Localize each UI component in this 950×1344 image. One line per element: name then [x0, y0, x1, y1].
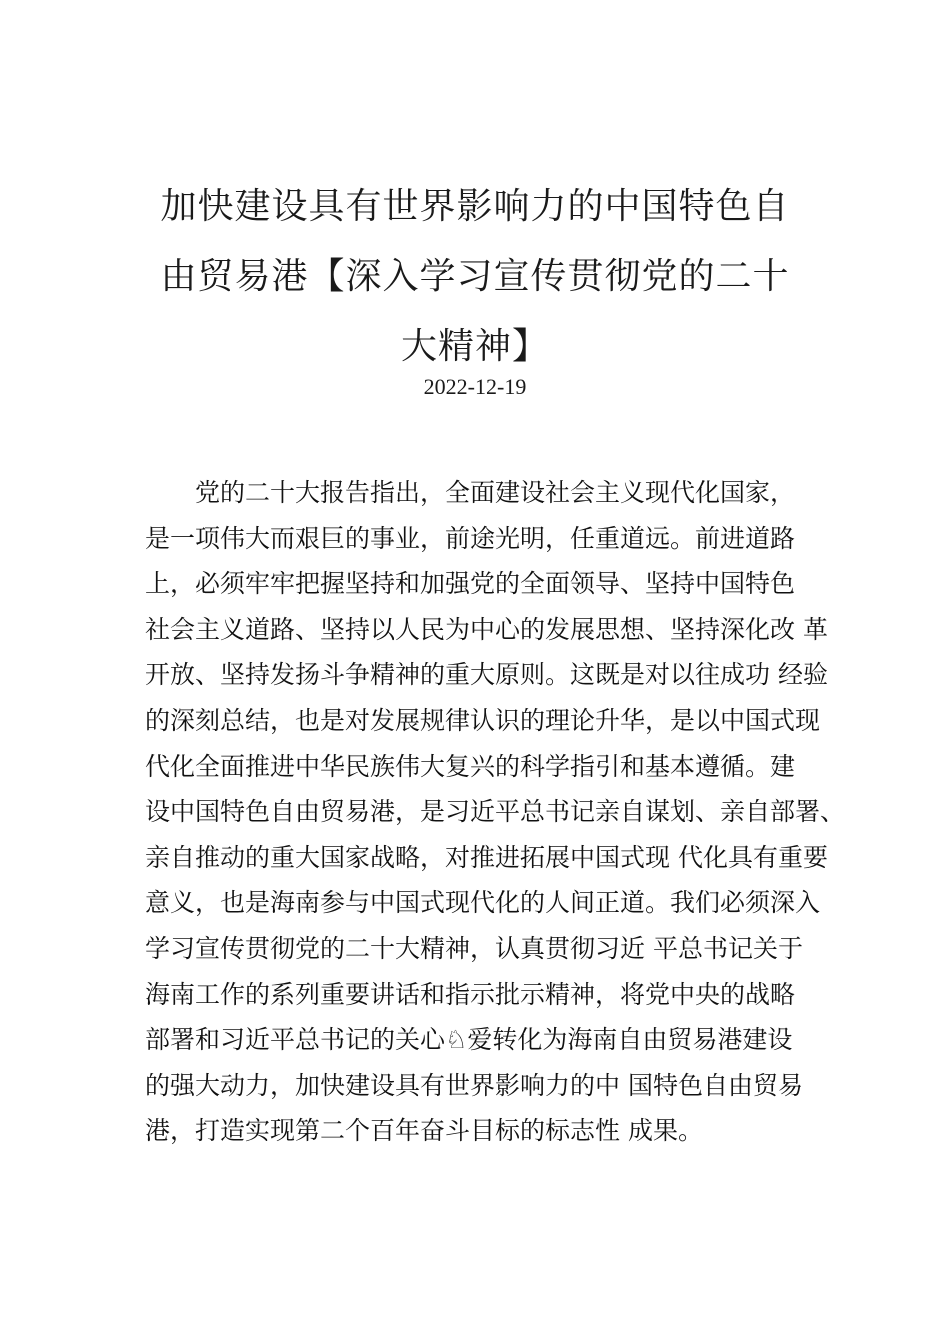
body-line: 上，必须牢牢把握坚持和加强党的全面领导、坚持中国特色: [145, 569, 796, 599]
body-line: 港，打造实现第二个百年奋斗目标的标志性 成果。: [145, 1116, 703, 1146]
body-line: 部署和习近平总书记的关心♘爱转化为海南自由贸易港建设: [145, 1025, 793, 1055]
body-paragraph: [145, 470, 845, 1154]
body-line: 社会主义道路、坚持以人民为中心的发展思想、坚持深化改 革: [145, 614, 828, 644]
title-line-2: 由贸易港【深入学习宣传贯彻党的二十: [160, 256, 790, 297]
body-line: 代化全面推进中华民族伟大复兴的科学指引和基本遵循。建: [145, 751, 796, 781]
publish-date: 2022-12-19: [423, 374, 527, 399]
title-line-1: 加快建设具有世界影响力的中国特色自: [160, 186, 790, 227]
body-line: 开放、坚持发扬斗争精神的重大原则。这既是对以往成功 经验: [145, 660, 828, 690]
body-line: 亲自推动的重大国家战略，对推进拓展中国式现 代化具有重要: [145, 842, 828, 872]
body-line: 学习宣传贯彻党的二十大精神，认真贯彻习近 平总书记关于: [145, 933, 803, 963]
body-line: 党的二十大报告指出，全面建设社会主义现代化国家，: [145, 478, 796, 507]
document-title: [160, 172, 790, 382]
body-line: 海南工作的系列重要讲话和指示批示精神，将党中央的战略: [145, 979, 796, 1009]
title-line-3: 大精神】: [400, 326, 549, 367]
body-line: 的深刻总结，也是对发展规律认识的理论升华，是以中国式现: [145, 705, 821, 735]
body-line: 的强大动力，加快建设具有世界影响力的中 国特色自由贸易: [145, 1070, 803, 1100]
body-line: 是一项伟大而艰巨的事业，前途光明，任重道远。前进道路: [145, 523, 796, 553]
body-line: 意义，也是海南参与中国式现代化的人间正道。我们必须深入: [145, 888, 821, 918]
body-line: 设中国特色自由贸易港，是习近平总书记亲自谋划、亲自部署、: [145, 797, 846, 827]
